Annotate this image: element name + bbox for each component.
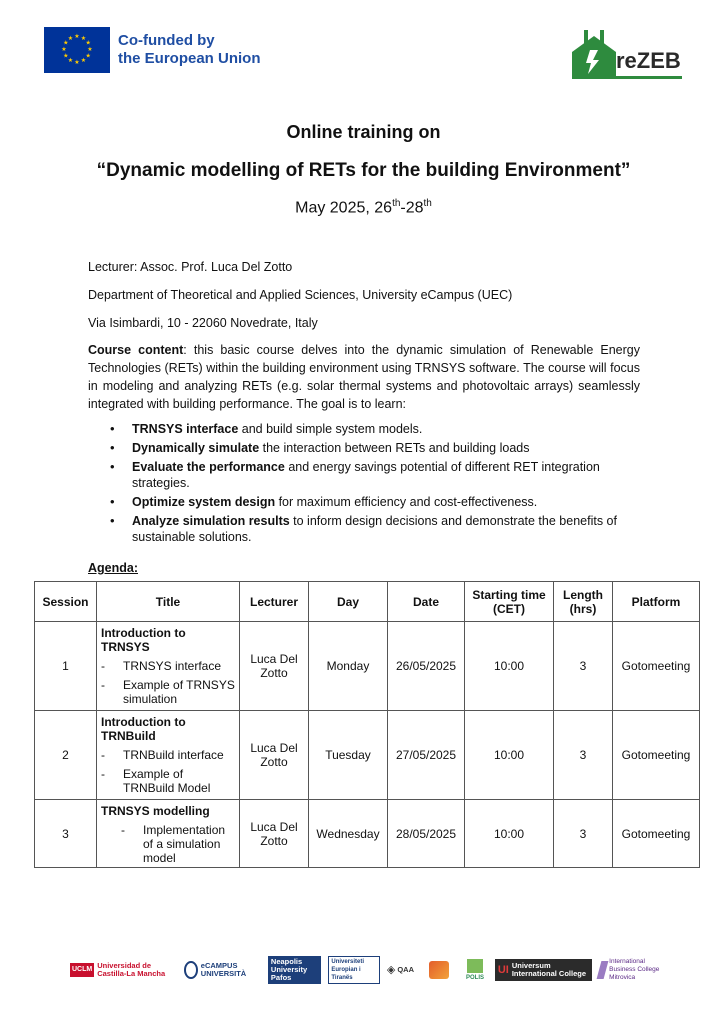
- svg-text:★: ★: [63, 52, 69, 60]
- title-cell: [97, 711, 240, 800]
- goal-text: and build simple system models.: [238, 422, 423, 436]
- session-title: Introduction to TRNSYS: [101, 626, 186, 654]
- goal-text: for maximum efficiency and cost-effectiveness.: [275, 495, 538, 509]
- lecturer-cell: Luca Del Zotto: [240, 711, 309, 800]
- col-header: Title: [97, 582, 240, 622]
- day-cell: Monday: [309, 622, 388, 711]
- rezeb-logo: [570, 28, 688, 80]
- svg-text:★: ★: [85, 39, 91, 47]
- title-dates: [0, 198, 727, 217]
- svg-text:★: ★: [85, 52, 91, 60]
- col-header: Day: [309, 582, 388, 622]
- start-cell: 10:00: [465, 711, 554, 800]
- goal-item: [108, 513, 648, 545]
- session-cell: 2: [35, 711, 97, 800]
- session-title: TRNSYS modelling: [101, 804, 210, 818]
- goal-bold: Analyze simulation results: [132, 514, 290, 528]
- session-cell: 3: [35, 800, 97, 868]
- goal-text: the interaction between RETs and building loads: [259, 441, 530, 455]
- date-sup-1: th: [392, 198, 401, 209]
- rezeb-text: reZEB: [616, 48, 681, 73]
- session-subitem: - TRNSYS interface: [101, 659, 222, 673]
- universum-mark-icon: UI: [497, 964, 509, 976]
- title-cell: [97, 800, 240, 868]
- date-cell: 27/05/2025: [388, 711, 465, 800]
- goals-list: [108, 421, 648, 548]
- col-header: Session: [35, 582, 97, 622]
- start-cell: 10:00: [465, 622, 554, 711]
- universum-text: Universum International College: [511, 961, 587, 978]
- svg-text:★: ★: [87, 46, 93, 53]
- session-cell: 1: [35, 622, 97, 711]
- date-sup-2: th: [423, 198, 432, 209]
- col-header: Starting time (CET): [465, 582, 554, 622]
- table-row: [35, 800, 700, 868]
- qaa-text: QAA: [397, 965, 414, 974]
- ecampus-text: eCAMPUS UNIVERSITÀ: [200, 961, 247, 978]
- lecturer-line: Lecturer: Assoc. Prof. Luca Del Zotto: [88, 260, 293, 274]
- svg-text:★: ★: [61, 46, 67, 53]
- polis-text: POLIS: [465, 974, 484, 981]
- polis-square-icon: [467, 959, 483, 973]
- session-title: Introduction to TRNBuild: [101, 715, 186, 743]
- session-subitem: - TRNBuild interface: [101, 748, 224, 762]
- goal-text: to inform design decisions and demonstrate the benefits of sustainable solutions.: [132, 514, 617, 544]
- uet-logo: [328, 956, 379, 984]
- platform-cell: Gotomeeting: [613, 800, 700, 868]
- subitem-text: Implementation of a simulation model: [143, 823, 226, 865]
- agenda-table: [34, 581, 700, 868]
- platform-cell: Gotomeeting: [613, 711, 700, 800]
- svg-text:★: ★: [67, 57, 74, 65]
- length-cell: 3: [554, 711, 613, 800]
- title-line-2: “Dynamic modelling of RETs for the building Environment”: [96, 160, 631, 181]
- lecturer-cell: Luca Del Zotto: [240, 622, 309, 711]
- table-row: [35, 711, 700, 800]
- course-content-text: : this basic course delves into the dynamic simulation of Renewable Energy Technologies (RETs) within the building environment using TRNSYS software. The course will focus in modeling and analyzing RETs (e.g. solar thermal systems and photovoltaic arrays) seamlessly integrated with building performance. The goal is to learn:: [88, 343, 640, 411]
- table-header-row: [35, 582, 700, 622]
- ecampus-logo: [184, 961, 261, 979]
- course-content-paragraph: [88, 341, 640, 413]
- session-subitem: - Example of TRNSYS simulation: [101, 678, 235, 706]
- goal-bold: Dynamically simulate: [132, 441, 260, 455]
- lecturer-cell: Luca Del Zotto: [240, 800, 309, 868]
- goal-item: [108, 459, 648, 491]
- goal-item: [108, 421, 648, 437]
- title-line-1: Online training on: [286, 122, 441, 142]
- date-cell: 26/05/2025: [388, 622, 465, 711]
- flame-icon: [429, 961, 449, 979]
- table-row: [35, 622, 700, 711]
- eu-cofunded-text: [118, 32, 261, 68]
- day-cell: Tuesday: [309, 711, 388, 800]
- svg-text:★: ★: [63, 39, 69, 47]
- goal-text: and energy savings potential of different RET integration strategies.: [132, 460, 600, 490]
- eu-flag-logo: [44, 27, 110, 73]
- goal-item: [108, 494, 648, 510]
- platform-cell: Gotomeeting: [613, 622, 700, 711]
- date-prefix: May 2025, 26: [295, 199, 393, 217]
- eu-line-1: Co-funded by: [118, 32, 215, 49]
- svg-text:★: ★: [80, 34, 87, 42]
- date-cell: 28/05/2025: [388, 800, 465, 868]
- subitem-text: Example of TRNBuild Model: [123, 767, 211, 795]
- start-cell: 10:00: [465, 800, 554, 868]
- eu-line-2: the European Union: [118, 50, 261, 67]
- neapolis-logo: [268, 956, 321, 984]
- ibc-logo: [599, 958, 670, 982]
- eye-icon: ◈: [386, 964, 396, 976]
- col-header: Date: [388, 582, 465, 622]
- goal-bold: Evaluate the performance: [132, 460, 285, 474]
- goal-item: [108, 440, 648, 456]
- universum-logo: [495, 959, 592, 981]
- uclm-logo: UCLM Universidad de Castilla-La Mancha: [70, 962, 177, 978]
- session-subitem: - Example of TRNBuild Model: [101, 767, 235, 795]
- subitem-text: TRNBuild interface: [123, 748, 224, 762]
- goal-bold: Optimize system design: [132, 495, 276, 509]
- uclm-text: Universidad de Castilla-La Mancha: [97, 961, 166, 978]
- goal-bold: TRNSYS interface: [132, 422, 239, 436]
- fire-logo: [429, 961, 455, 979]
- agenda-label: Agenda:: [88, 561, 138, 575]
- svg-text:★: ★: [74, 59, 80, 66]
- svg-text:★: ★: [80, 57, 87, 65]
- day-cell: Wednesday: [309, 800, 388, 868]
- uet-text: Universiteti Europian i Tiranës: [331, 959, 365, 981]
- address-line: Via Isimbardi, 10 - 22060 Novedrate, Italy: [88, 316, 318, 330]
- ecampus-circle-icon: [184, 961, 198, 979]
- svg-text:★: ★: [74, 33, 80, 40]
- ibc-text: International Business College Mitrovica: [609, 958, 660, 981]
- title-cell: [97, 622, 240, 711]
- col-header: Platform: [613, 582, 700, 622]
- eu-stars-icon: [44, 27, 110, 73]
- date-mid: -28: [400, 199, 424, 217]
- subitem-text: TRNSYS interface: [123, 659, 222, 673]
- department-line: Department of Theoretical and Applied Sciences, University eCampus (UEC): [88, 288, 513, 302]
- svg-text:★: ★: [67, 34, 74, 42]
- polis-logo: [462, 959, 488, 982]
- qaa-logo: [387, 966, 423, 974]
- subitem-text: Example of TRNSYS simulation: [123, 678, 235, 706]
- course-content-label: Course content: [88, 343, 184, 357]
- length-cell: 3: [554, 622, 613, 711]
- col-header: Lecturer: [240, 582, 309, 622]
- partner-logos: [70, 952, 670, 988]
- ibc-mark-icon: [596, 961, 608, 979]
- neapolis-text: Neapolis University Pafos: [270, 957, 308, 982]
- col-header: Length (hrs): [554, 582, 613, 622]
- length-cell: 3: [554, 800, 613, 868]
- session-subitem: - Implementation of a simulation model: [101, 823, 235, 865]
